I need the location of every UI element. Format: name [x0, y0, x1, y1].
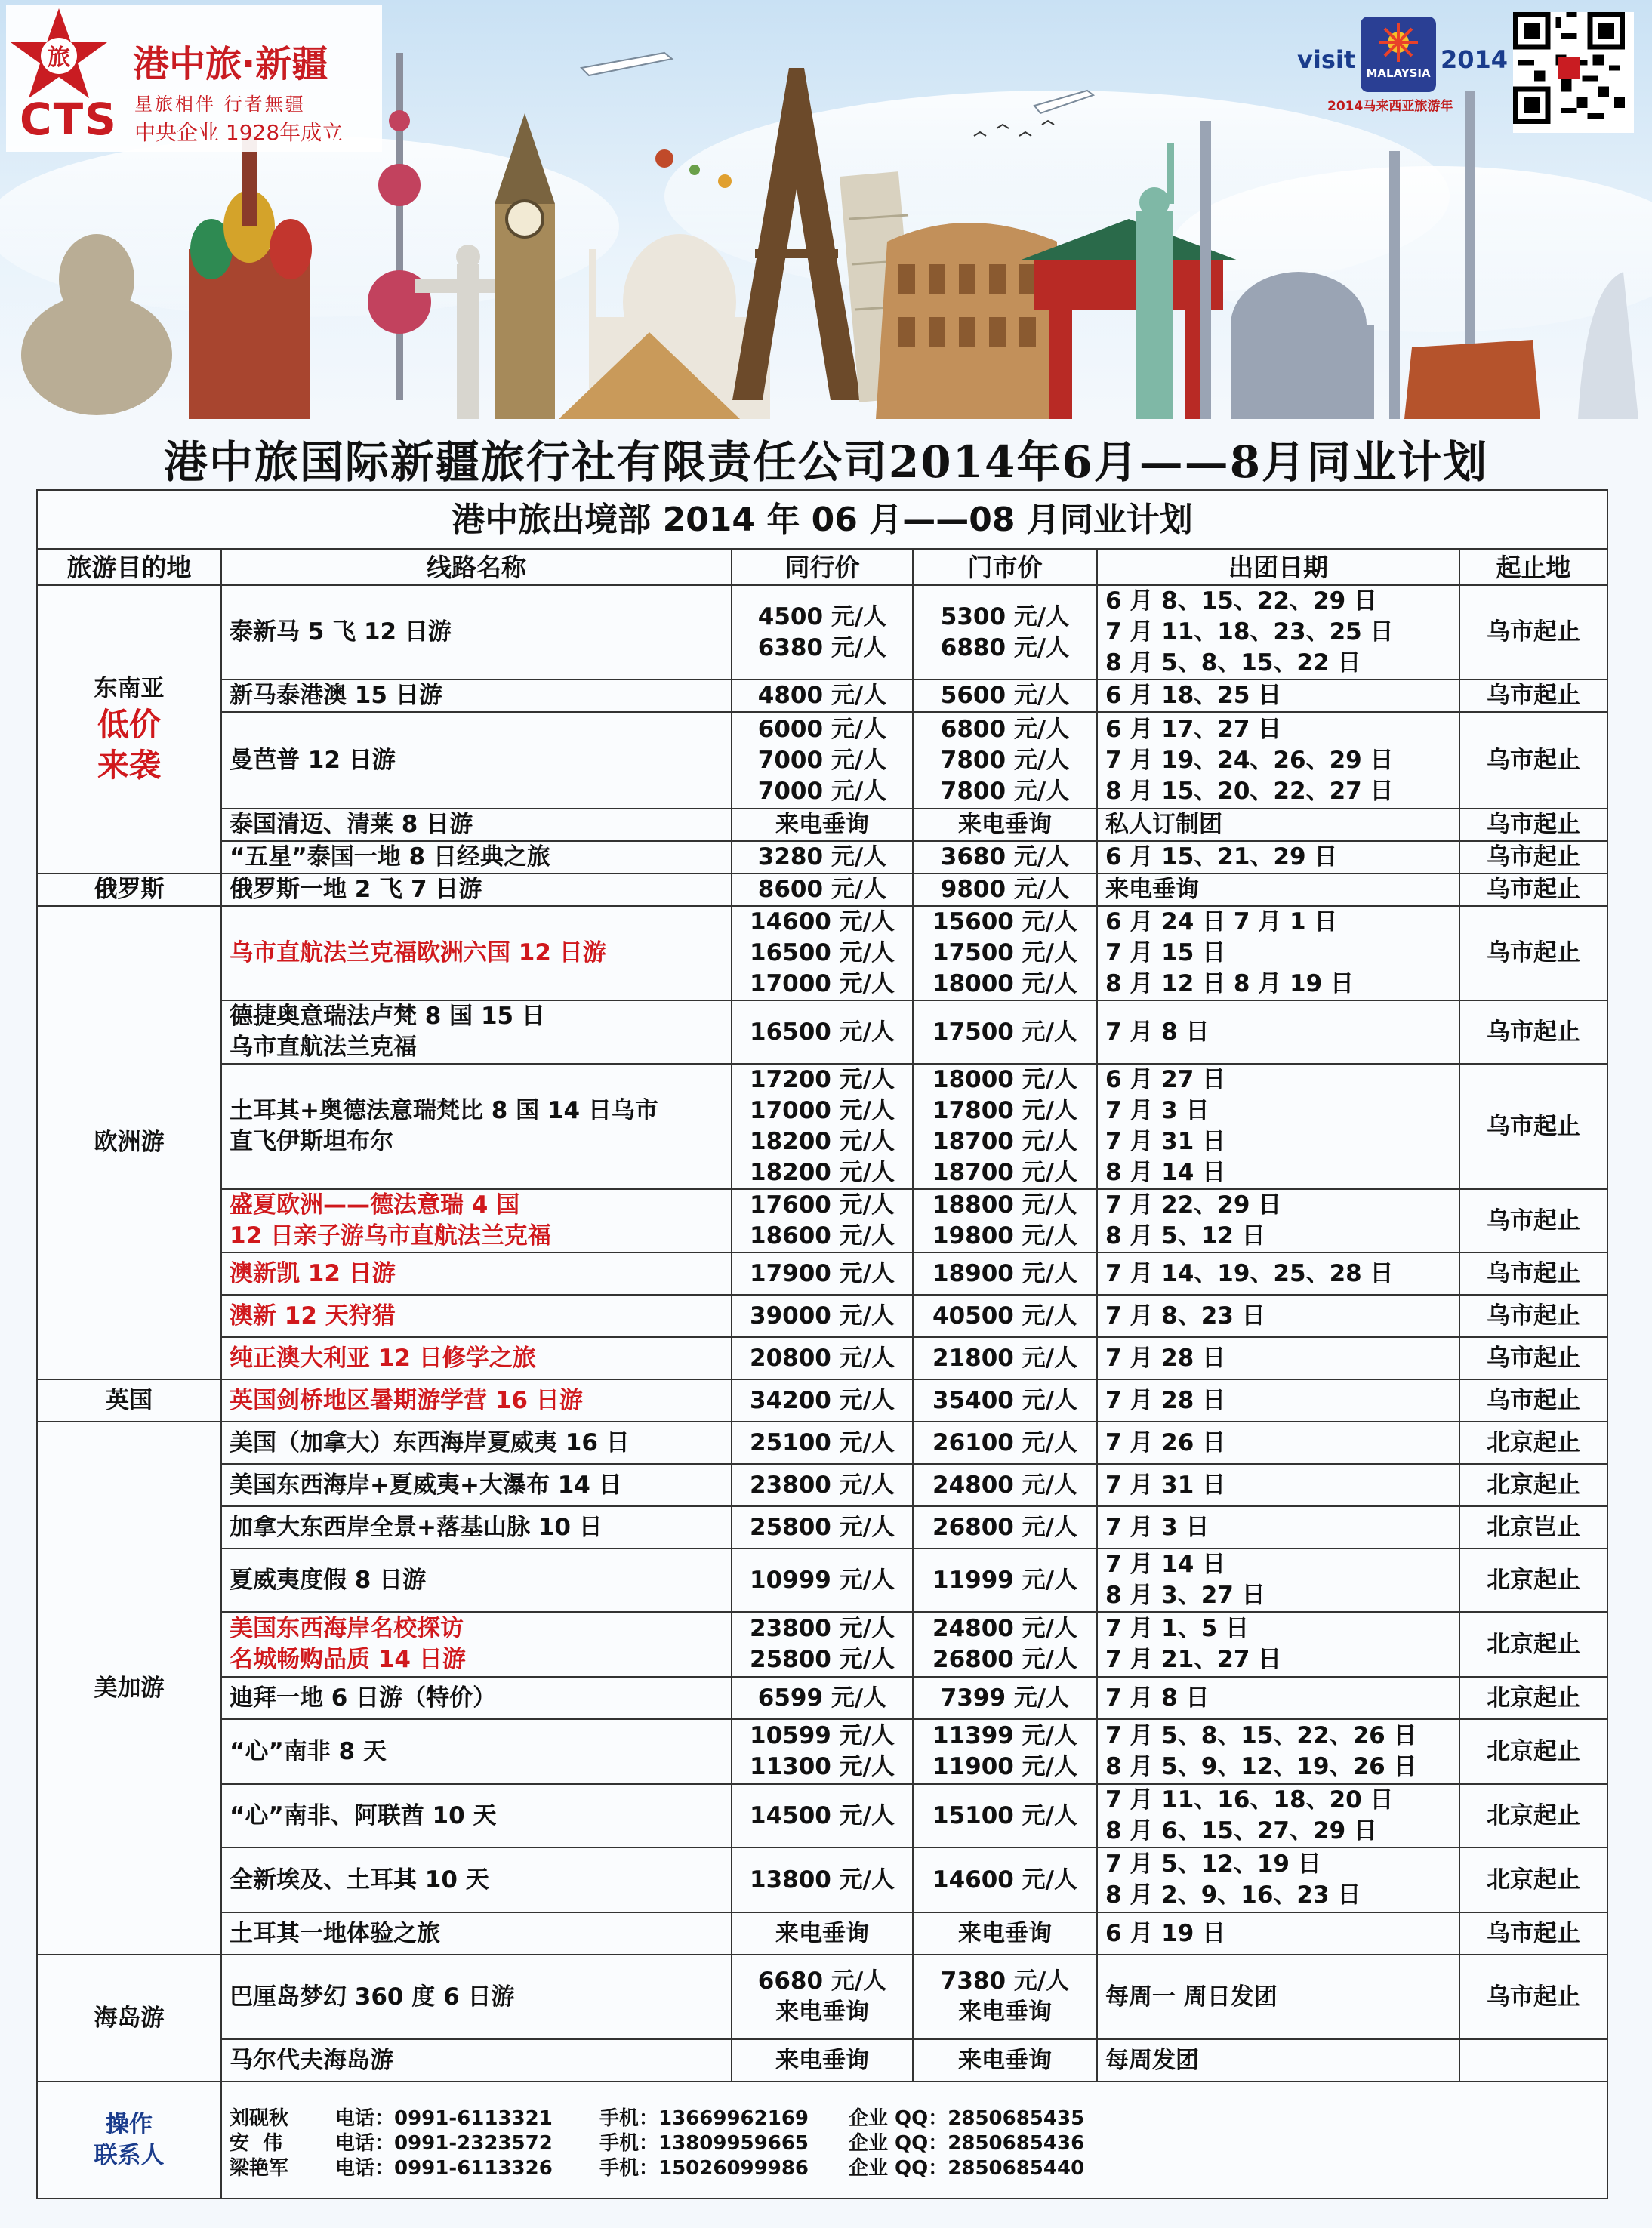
retail-price-cell: 17500 元/人 — [913, 1000, 1097, 1064]
origin-cell: 乌市起止 — [1459, 841, 1607, 874]
table-row — [37, 1464, 1607, 1506]
dates-cell: 7 月 8 日 — [1097, 1677, 1459, 1719]
peer-price-cell: 14600 元/人 16500 元/人 17000 元/人 — [732, 906, 913, 1000]
origin-cell: 乌市起止 — [1459, 679, 1607, 712]
origin-cell: 北京起止 — [1459, 1784, 1607, 1847]
route-cell: 泰新马 5 飞 12 日游 — [221, 585, 732, 679]
retail-price-cell: 来电垂询 — [913, 809, 1097, 841]
dates-cell: 每周发团 — [1097, 2039, 1459, 2082]
qr-code-icon — [1513, 12, 1634, 133]
header-peer-price: 同行价 — [732, 549, 913, 585]
route-cell: 德捷奥意瑞法卢梵 8 国 15 日 乌市直航法兰克福 — [221, 1000, 732, 1064]
table-row — [37, 712, 1607, 809]
peer-price-cell: 来电垂询 — [732, 2039, 913, 2082]
peer-price-cell: 25100 元/人 — [732, 1422, 913, 1464]
visit-year: 2014 — [1441, 45, 1509, 74]
header-banner — [0, 0, 1652, 419]
dates-cell: 7 月 31 日 — [1097, 1464, 1459, 1506]
page-title: 港中旅国际新疆旅行社有限责任公司2014年6月——8月同业计划 — [163, 436, 1489, 488]
peer-price-cell: 8600 元/人 — [732, 874, 913, 906]
retail-price-cell: 15600 元/人 17500 元/人 18000 元/人 — [913, 906, 1097, 1000]
peer-price-cell: 17600 元/人 18600 元/人 — [732, 1189, 913, 1253]
company-logo — [6, 5, 382, 152]
route-cell: 曼芭普 12 日游 — [221, 712, 732, 809]
table-header-row — [37, 549, 1607, 585]
contact-name: 刘砚秋 — [230, 2107, 289, 2130]
peer-price-cell: 23800 元/人 25800 元/人 — [732, 1612, 913, 1677]
origin-cell: 乌市起止 — [1459, 1295, 1607, 1337]
malaysia-text: MALAYSIA — [1366, 66, 1431, 80]
peer-price-cell: 10999 元/人 — [732, 1549, 913, 1612]
retail-price-cell: 9800 元/人 — [913, 874, 1097, 906]
table-row — [37, 1422, 1607, 1464]
route-cell: 泰国清迈、清莱 8 日游 — [221, 809, 732, 841]
peer-price-cell: 4800 元/人 — [732, 679, 913, 712]
origin-cell: 乌市起止 — [1459, 809, 1607, 841]
header-route: 线路名称 — [221, 549, 732, 585]
dates-cell: 7 月 26 日 — [1097, 1422, 1459, 1464]
retail-price-cell: 40500 元/人 — [913, 1295, 1097, 1337]
route-cell: “心”南非、阿联酋 10 天 — [221, 1784, 732, 1847]
contact-list — [221, 2082, 1607, 2199]
logo-slogan: 星旅相伴 行者無疆 — [134, 94, 306, 115]
route-cell: 澳新凯 12 日游 — [221, 1253, 732, 1295]
dates-cell: 6 月 17、27 日 7 月 19、24、26、29 日 8 月 15、20、22、27 日 — [1097, 712, 1459, 809]
peer-price-cell: 16500 元/人 — [732, 1000, 913, 1064]
origin-cell: 乌市起止 — [1459, 585, 1607, 679]
dates-cell: 7 月 8 日 — [1097, 1000, 1459, 1064]
peer-price-cell: 6599 元/人 — [732, 1677, 913, 1719]
retail-price-cell: 5600 元/人 — [913, 679, 1097, 712]
peer-price-cell: 14500 元/人 — [732, 1784, 913, 1847]
contact-label-line1: 操作 — [106, 2110, 153, 2138]
contact-mobile: 手机：13669962169 — [599, 2107, 809, 2130]
peer-price-cell: 17200 元/人 17000 元/人 18200 元/人 18200 元/人 — [732, 1064, 913, 1189]
logo-cts-text: CTS — [20, 94, 118, 145]
origin-cell: 乌市起止 — [1459, 874, 1607, 906]
retail-price-cell: 5300 元/人 6880 元/人 — [913, 585, 1097, 679]
route-cell: 迪拜一地 6 日游（特价） — [221, 1677, 732, 1719]
route-cell: “心”南非 8 天 — [221, 1719, 732, 1784]
dates-cell: 7 月 5、12、19 日 8 月 2、9、16、23 日 — [1097, 1847, 1459, 1912]
header-destination: 旅游目的地 — [37, 549, 221, 585]
table-row — [37, 1506, 1607, 1549]
origin-cell: 乌市起止 — [1459, 712, 1607, 809]
table-row — [37, 1912, 1607, 1955]
dates-cell: 7 月 5、8、15、22、26 日 8 月 5、9、12、19、26 日 — [1097, 1719, 1459, 1784]
retail-price-cell: 21800 元/人 — [913, 1337, 1097, 1379]
origin-cell: 北京起止 — [1459, 1677, 1607, 1719]
visit-subtitle: 2014马来西亚旅游年 — [1327, 99, 1453, 114]
peer-price-cell: 4500 元/人 6380 元/人 — [732, 585, 913, 679]
logo-brand-text: 港中旅·新疆 — [133, 43, 328, 85]
region-cell-island: 海岛游 — [37, 1955, 221, 2082]
retail-price-cell: 18900 元/人 — [913, 1253, 1097, 1295]
dates-cell: 7 月 11、16、18、20 日 8 月 6、15、27、29 日 — [1097, 1784, 1459, 1847]
table-subtitle: 港中旅出境部 2014 年 06 月——08 月同业计划 — [37, 490, 1607, 549]
route-cell: 加拿大东西岸全景+落基山脉 10 日 — [221, 1506, 732, 1549]
route-cell: 美国东西海岸名校探访 名城畅购品质 14 日游 — [221, 1612, 732, 1677]
origin-cell: 乌市起止 — [1459, 1064, 1607, 1189]
peer-price-cell: 25800 元/人 — [732, 1506, 913, 1549]
origin-cell: 北京起止 — [1459, 1464, 1607, 1506]
table-row — [37, 874, 1607, 906]
retail-price-cell: 来电垂询 — [913, 2039, 1097, 2082]
dates-cell: 7 月 14、19、25、28 日 — [1097, 1253, 1459, 1295]
table-row — [37, 679, 1607, 712]
table-row — [37, 1337, 1607, 1379]
route-cell: 乌市直航法兰克福欧洲六国 12 日游 — [221, 906, 732, 1000]
peer-price-cell: 来电垂询 — [732, 809, 913, 841]
peer-price-cell: 34200 元/人 — [732, 1379, 913, 1422]
peer-price-cell: 39000 元/人 — [732, 1295, 913, 1337]
origin-cell: 乌市起止 — [1459, 906, 1607, 1000]
visit-malaysia-badge — [1294, 14, 1509, 116]
dates-cell: 6 月 27 日 7 月 3 日 7 月 31 日 8 月 14 日 — [1097, 1064, 1459, 1189]
route-cell: 美国（加拿大）东西海岸夏威夷 16 日 — [221, 1422, 732, 1464]
route-cell: 俄罗斯一地 2 飞 7 日游 — [221, 874, 732, 906]
origin-cell: 北京起止 — [1459, 1422, 1607, 1464]
table-row — [37, 1189, 1607, 1253]
route-cell: 全新埃及、土耳其 10 天 — [221, 1847, 732, 1912]
retail-price-cell: 14600 元/人 — [913, 1847, 1097, 1912]
dates-cell: 每周一 周日发团 — [1097, 1955, 1459, 2039]
visit-word: visit — [1297, 45, 1356, 74]
table-row — [37, 809, 1607, 841]
tour-plan-table — [36, 489, 1608, 2199]
route-cell: 巴厘岛梦幻 360 度 6 日游 — [221, 1955, 732, 2039]
peer-price-cell: 10599 元/人 11300 元/人 — [732, 1719, 913, 1784]
dates-cell: 6 月 19 日 — [1097, 1912, 1459, 1955]
contact-tel: 电话：0991-2323572 — [335, 2132, 553, 2155]
region-cell-sea — [37, 585, 221, 874]
retail-price-cell: 7380 元/人 来电垂询 — [913, 1955, 1097, 2039]
route-cell: 盛夏欧洲——德法意瑞 4 国 12 日亲子游乌市直航法兰克福 — [221, 1189, 732, 1253]
table-row — [37, 1295, 1607, 1337]
retail-price-cell: 11999 元/人 — [913, 1549, 1097, 1612]
table-row — [37, 1719, 1607, 1784]
route-cell: 美国东西海岸+夏威夷+大瀑布 14 日 — [221, 1464, 732, 1506]
dates-cell: 7 月 3 日 — [1097, 1506, 1459, 1549]
route-cell: 夏威夷度假 8 日游 — [221, 1549, 732, 1612]
table-row — [37, 906, 1607, 1000]
peer-price-cell: 13800 元/人 — [732, 1847, 913, 1912]
origin-cell: 乌市起止 — [1459, 1337, 1607, 1379]
contact-mobile: 手机：13809959665 — [599, 2132, 809, 2155]
origin-cell: 乌市起止 — [1459, 1955, 1607, 2039]
region-cell-russia: 俄罗斯 — [37, 874, 221, 906]
dates-cell: 6 月 15、21、29 日 — [1097, 841, 1459, 874]
header-retail-price: 门市价 — [913, 549, 1097, 585]
origin-cell: 乌市起止 — [1459, 1189, 1607, 1253]
origin-cell: 乌市起止 — [1459, 1912, 1607, 1955]
retail-price-cell: 18800 元/人 19800 元/人 — [913, 1189, 1097, 1253]
contact-tel: 电话：0991-6113321 — [335, 2107, 553, 2130]
origin-cell: 北京岂止 — [1459, 1506, 1607, 1549]
origin-cell: 乌市起止 — [1459, 1379, 1607, 1422]
peer-price-cell: 3280 元/人 — [732, 841, 913, 874]
origin-cell: 乌市起止 — [1459, 1253, 1607, 1295]
dates-cell: 6 月 24 日 7 月 1 日 7 月 15 日 8 月 12 日 8 月 19 日 — [1097, 906, 1459, 1000]
origin-cell — [1459, 2039, 1607, 2082]
peer-price-cell: 20800 元/人 — [732, 1337, 913, 1379]
route-cell: 纯正澳大利亚 12 日修学之旅 — [221, 1337, 732, 1379]
header-origin: 起止地 — [1459, 549, 1607, 585]
route-cell: 土耳其一地体验之旅 — [221, 1912, 732, 1955]
contact-label-line2: 联系人 — [94, 2141, 165, 2169]
dates-cell: 7 月 8、23 日 — [1097, 1295, 1459, 1337]
table-row — [37, 1379, 1607, 1422]
origin-cell: 北京起止 — [1459, 1719, 1607, 1784]
route-cell: 新马泰港澳 15 日游 — [221, 679, 732, 712]
origin-cell: 北京起止 — [1459, 1847, 1607, 1912]
contact-tel: 电话：0991-6113326 — [335, 2157, 553, 2180]
retail-price-cell: 24800 元/人 26800 元/人 — [913, 1612, 1097, 1677]
origin-cell: 乌市起止 — [1459, 1000, 1607, 1064]
region-cell-europe: 欧洲游 — [37, 906, 221, 1379]
contact-mobile: 手机：15026099986 — [599, 2157, 809, 2180]
table-row — [37, 1677, 1607, 1719]
origin-cell: 北京起止 — [1459, 1612, 1607, 1677]
peer-price-cell: 17900 元/人 — [732, 1253, 913, 1295]
table-row — [37, 585, 1607, 679]
table-row — [37, 2039, 1607, 2082]
region-cell-america: 美加游 — [37, 1422, 221, 1955]
dates-cell: 7 月 22、29 日 8 月 5、12 日 — [1097, 1189, 1459, 1253]
region-label: 东南亚 — [94, 674, 165, 702]
dates-cell: 来电垂询 — [1097, 874, 1459, 906]
dates-cell: 7 月 28 日 — [1097, 1337, 1459, 1379]
retail-price-cell: 18000 元/人 17800 元/人 18700 元/人 18700 元/人 — [913, 1064, 1097, 1189]
route-cell: 马尔代夫海岛游 — [221, 2039, 732, 2082]
table-row — [37, 1253, 1607, 1295]
contact-name: 安 伟 — [230, 2132, 283, 2155]
peer-price-cell: 6680 元/人 来电垂询 — [732, 1955, 913, 2039]
retail-price-cell: 7399 元/人 — [913, 1677, 1097, 1719]
contact-qq: 企业 QQ：2850685440 — [849, 2157, 1085, 2180]
table-row — [37, 841, 1607, 874]
promo-text: 来袭 — [97, 746, 161, 784]
dates-cell: 7 月 28 日 — [1097, 1379, 1459, 1422]
promo-text: 低价 — [97, 705, 161, 743]
header-departure-dates: 出团日期 — [1097, 549, 1459, 585]
route-cell: 土耳其+奥德法意瑞梵比 8 国 14 日乌市 直飞伊斯坦布尔 — [221, 1064, 732, 1189]
dates-cell: 7 月 14 日 8 月 3、27 日 — [1097, 1549, 1459, 1612]
table-row — [37, 1064, 1607, 1189]
contact-name: 梁艳军 — [230, 2157, 289, 2180]
svg-text:旅: 旅 — [48, 45, 70, 71]
table-row — [37, 1000, 1607, 1064]
contact-label — [37, 2082, 221, 2199]
retail-price-cell: 26100 元/人 — [913, 1422, 1097, 1464]
table-row — [37, 1549, 1607, 1612]
retail-price-cell: 3680 元/人 — [913, 841, 1097, 874]
table-row — [37, 1847, 1607, 1912]
table-row — [37, 1612, 1607, 1677]
dates-cell: 私人订制团 — [1097, 809, 1459, 841]
route-cell: “五星”泰国一地 8 日经典之旅 — [221, 841, 732, 874]
retail-price-cell: 11399 元/人 11900 元/人 — [913, 1719, 1097, 1784]
retail-price-cell: 35400 元/人 — [913, 1379, 1097, 1422]
table-row — [37, 1784, 1607, 1847]
region-cell-uk: 英国 — [37, 1379, 221, 1422]
contact-qq: 企业 QQ：2850685435 — [849, 2107, 1085, 2130]
retail-price-cell: 来电垂询 — [913, 1912, 1097, 1955]
route-cell: 澳新 12 天狩猎 — [221, 1295, 732, 1337]
origin-cell: 北京起止 — [1459, 1549, 1607, 1612]
logo-tagline: 中央企业 1928年成立 — [134, 120, 344, 145]
retail-price-cell: 6800 元/人 7800 元/人 7800 元/人 — [913, 712, 1097, 809]
peer-price-cell: 6000 元/人 7000 元/人 7000 元/人 — [732, 712, 913, 809]
peer-price-cell: 23800 元/人 — [732, 1464, 913, 1506]
contact-qq: 企业 QQ：2850685436 — [849, 2132, 1085, 2155]
peer-price-cell: 来电垂询 — [732, 1912, 913, 1955]
dates-cell: 6 月 18、25 日 — [1097, 679, 1459, 712]
table-row — [37, 1955, 1607, 2039]
dates-cell: 6 月 8、15、22、29 日 7 月 11、18、23、25 日 8 月 5、8、15、22 日 — [1097, 585, 1459, 679]
dates-cell: 7 月 1、5 日 7 月 21、27 日 — [1097, 1612, 1459, 1677]
star-logo-icon — [6, 5, 112, 103]
retail-price-cell: 24800 元/人 — [913, 1464, 1097, 1506]
malaysia-logo-icon — [1361, 17, 1436, 92]
route-cell: 英国剑桥地区暑期游学营 16 日游 — [221, 1379, 732, 1422]
retail-price-cell: 26800 元/人 — [913, 1506, 1097, 1549]
retail-price-cell: 15100 元/人 — [913, 1784, 1097, 1847]
contact-row — [37, 2082, 1607, 2199]
